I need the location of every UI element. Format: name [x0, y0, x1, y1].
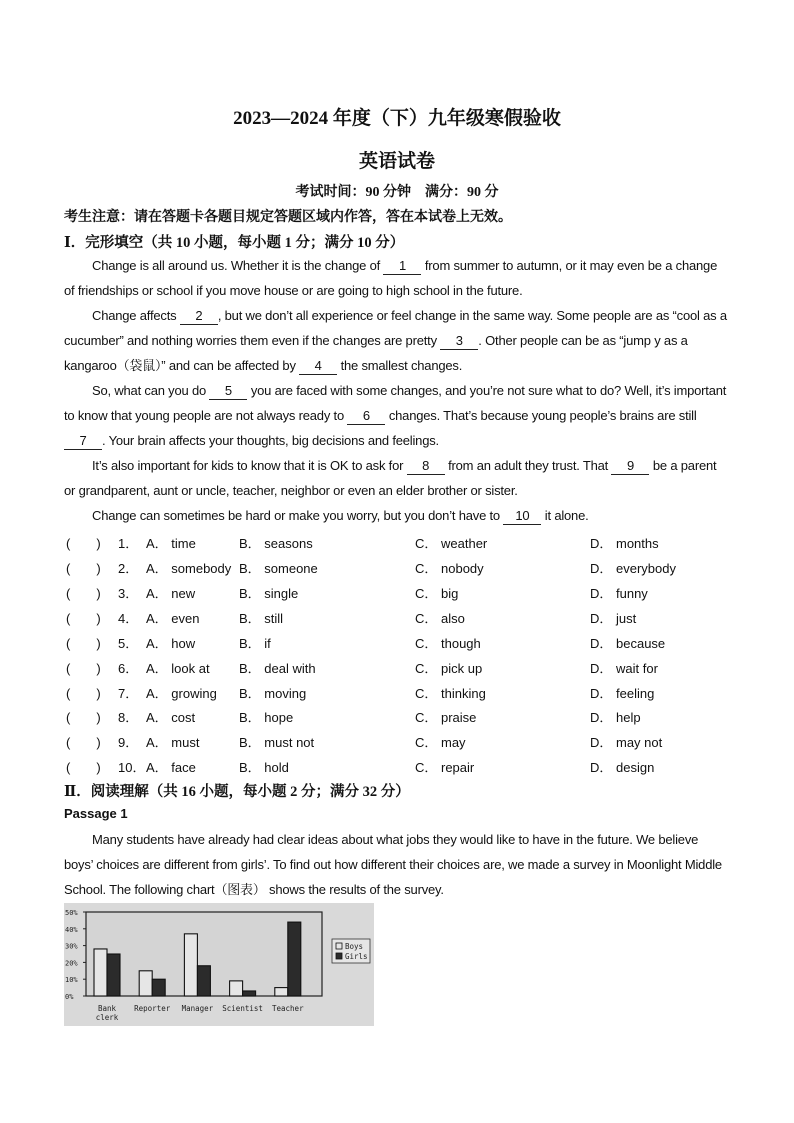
answer-paren[interactable]: ( )	[66, 760, 101, 775]
bar-boys	[94, 949, 107, 996]
y-tick-label: 50%	[65, 909, 78, 917]
option-b: B． seasons	[239, 536, 313, 551]
answer-paren[interactable]: ( )	[66, 710, 101, 725]
question-number: 5．	[118, 636, 139, 651]
option-a: A． new	[146, 586, 196, 601]
x-category-label: Reporter	[134, 1004, 171, 1013]
answer-paren[interactable]: ( )	[66, 536, 101, 551]
question-number: 4．	[118, 611, 139, 626]
option-b: B． moving	[239, 686, 307, 701]
question-row	[66, 608, 746, 630]
option-b: B． hope	[239, 710, 294, 725]
option-c: C． weather	[415, 536, 488, 551]
bar-girls	[197, 966, 210, 996]
cloze-paragraph-4: It’s also important for kids to know that it is OK to ask for 8 from an adult they trust. That 9 be a parent or grandparent, aunt or uncle, teacher, neighbor or even an elder brother or sister.	[64, 458, 717, 498]
blank-6: 6	[347, 408, 385, 425]
blank-8: 8	[407, 458, 445, 475]
exam-subtitle: 英语试卷	[358, 151, 435, 172]
bar-girls	[152, 979, 165, 996]
question-row	[66, 683, 746, 705]
answer-paren[interactable]: ( )	[66, 636, 101, 651]
option-a: A． cost	[146, 710, 196, 725]
legend-swatch-boys	[336, 943, 342, 949]
legend-label-girls: Girls	[345, 952, 368, 961]
question-row	[66, 707, 746, 729]
reading-paragraph: Many students have already had clear ideas about what jobs they would like to have in the future. We believe boys’ choices are different from girls’. To find out how different their choices are, we made a survey in Moonlight Middle School. The following chart（图表） shows the results of the survey.	[64, 832, 722, 897]
answer-paren[interactable]: ( )	[66, 586, 101, 601]
y-tick-label: 0%	[65, 993, 74, 1001]
passage-label: Passage 1	[64, 806, 128, 821]
bar-boys	[230, 981, 243, 996]
option-d: D． may not	[590, 735, 663, 750]
option-d: D． wait for	[590, 661, 658, 676]
y-tick-label: 40%	[65, 925, 78, 934]
y-tick-label: 20%	[65, 959, 78, 968]
question-number: 10．	[118, 760, 146, 775]
option-b: B． someone	[239, 561, 318, 576]
section2-heading: Ⅱ．阅读理解（共 16 小题，每小题 2 分；满分 32 分）	[64, 784, 410, 800]
cloze-paragraph-2: Change affects 2 , but we don’t all experience or feel change in the same way. Some people are as “cool as a cucumber” and nothing worries them even if the changes are pretty 3 . Other people can be as “jump y as a kangaroo（袋鼠）” and can be affected by 4 the smallest changes.	[64, 308, 727, 373]
legend-swatch-girls	[336, 953, 342, 959]
option-b: B． single	[239, 586, 299, 601]
bar-boys	[275, 988, 288, 996]
bar-girls	[288, 922, 301, 996]
option-a: A． must	[146, 735, 200, 750]
option-b: B． must not	[239, 735, 315, 750]
option-c: C． nobody	[415, 561, 484, 576]
y-tick-label: 30%	[65, 942, 78, 951]
option-b: B． deal with	[239, 661, 316, 676]
question-number: 2．	[118, 561, 139, 576]
option-a: A． how	[146, 636, 196, 651]
option-a: A． growing	[146, 686, 217, 701]
question-number: 7．	[118, 686, 139, 701]
option-d: D． everybody	[590, 561, 676, 576]
blank-5: 5	[209, 383, 247, 400]
survey-chart	[64, 903, 374, 1026]
option-d: D． months	[590, 536, 659, 551]
legend-label-boys: Boys	[345, 942, 364, 951]
option-b: B． still	[239, 611, 284, 626]
option-c: C． may	[415, 735, 466, 750]
question-row	[66, 633, 746, 655]
option-c: C． also	[415, 611, 465, 626]
blank-2: 2	[180, 308, 218, 325]
option-d: D． design	[590, 760, 655, 775]
exam-notice: 考生注意：请在答题卡各题目规定答题区域内作答，答在本试卷上无效。	[64, 210, 512, 225]
bar-boys	[139, 971, 152, 996]
option-d: D． because	[590, 636, 666, 651]
option-a: A． face	[146, 760, 196, 775]
cloze-paragraph-3: So, what can you do 5 you are faced with some changes, and you’re not sure what to do? Well, it’s important to know that young people are not always ready to 6 changes. That’s because young people’s brains are still 7 . Your brain affects your thoughts, big decisions and feelings.	[64, 383, 727, 448]
blank-3: 3	[440, 333, 478, 350]
answer-paren[interactable]: ( )	[66, 735, 101, 750]
option-a: A． look at	[146, 661, 210, 676]
bar-girls	[243, 991, 256, 996]
x-category-label: Teacher	[271, 1004, 304, 1013]
option-c: C． though	[415, 636, 481, 651]
question-number: 9．	[118, 735, 139, 750]
blank-10: 10	[503, 508, 541, 525]
option-a: A． time	[146, 536, 196, 551]
question-row	[66, 757, 746, 779]
x-category-label: Bank	[97, 1004, 117, 1013]
question-row	[66, 658, 746, 680]
exam-info: 考试时间：90 分钟 满分：90 分	[295, 185, 499, 200]
blank-7: 7	[64, 433, 102, 450]
x-category-label: Manager	[181, 1004, 214, 1013]
option-c: C． big	[415, 586, 459, 601]
exam-title: 2023—2024 年度（下）九年级寒假验收	[233, 108, 561, 129]
option-d: D． help	[590, 710, 641, 725]
blank-4: 4	[299, 358, 337, 375]
blank-1: 1	[383, 258, 421, 275]
cloze-paragraph-5: Change can sometimes be hard or make you worry, but you don’t have to 10 it alone.	[92, 508, 589, 523]
option-c: C． thinking	[415, 686, 486, 701]
blank-9: 9	[611, 458, 649, 475]
option-b: B． hold	[239, 760, 289, 775]
answer-paren[interactable]: ( )	[66, 686, 101, 701]
option-a: A． somebody	[146, 561, 232, 576]
question-row	[66, 558, 746, 580]
question-number: 3．	[118, 586, 139, 601]
bar-boys	[184, 934, 197, 996]
option-d: D． just	[590, 611, 637, 626]
question-number: 8．	[118, 710, 139, 725]
answer-paren[interactable]: ( )	[66, 611, 101, 626]
option-c: C． pick up	[415, 661, 483, 676]
question-number: 6．	[118, 661, 139, 676]
option-d: D． funny	[590, 586, 648, 601]
option-d: D． feeling	[590, 686, 655, 701]
y-tick-label: 10%	[65, 976, 78, 985]
section1-heading: Ⅰ．完形填空（共 10 小题，每小题 1 分；满分 10 分）	[64, 235, 405, 251]
option-b: B． if	[239, 636, 271, 651]
question-row	[66, 583, 746, 605]
option-a: A． even	[146, 611, 200, 626]
cloze-paragraph-1: Change is all around us. Whether it is the change of 1 from summer to autumn, or it may even be a change of friendships or school if you move house or are going to high school in the future.	[64, 258, 718, 298]
answer-paren[interactable]: ( )	[66, 661, 101, 676]
question-number: 1．	[118, 536, 139, 551]
option-c: C． praise	[415, 710, 477, 725]
question-row	[66, 732, 746, 754]
answer-paren[interactable]: ( )	[66, 561, 101, 576]
option-c: C． repair	[415, 760, 475, 775]
question-row	[66, 533, 746, 555]
x-category-label: Scientist	[222, 1004, 263, 1013]
survey-chart-svg	[64, 903, 374, 1026]
x-category-label: clerk	[95, 1013, 119, 1022]
bar-girls	[107, 954, 120, 996]
